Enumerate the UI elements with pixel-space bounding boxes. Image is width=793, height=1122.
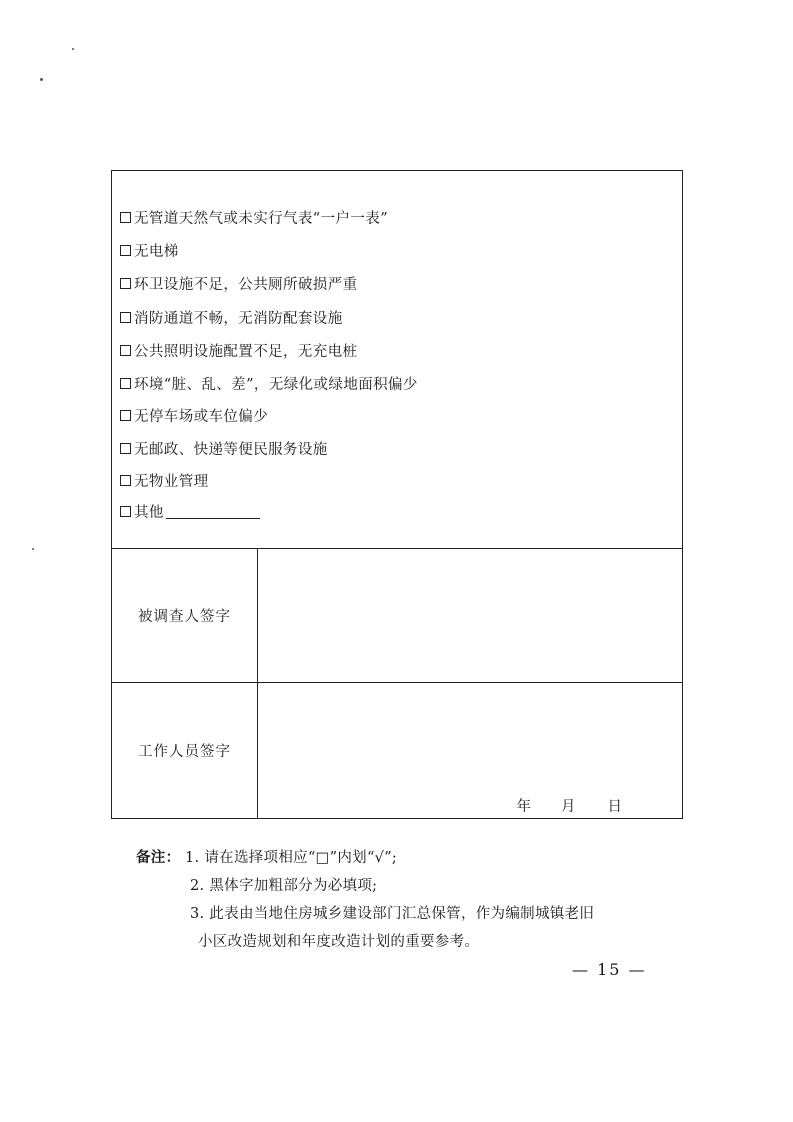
option-label: 环卫设施不足，公共厕所破损严重 bbox=[134, 276, 358, 293]
checkbox-icon[interactable] bbox=[120, 506, 131, 517]
option-elevator[interactable] bbox=[120, 238, 179, 262]
options-section bbox=[112, 171, 682, 549]
option-label: 无停车场或车位偏少 bbox=[134, 408, 269, 425]
date-month-label: 月 bbox=[561, 799, 576, 815]
option-gas-meter[interactable] bbox=[120, 205, 388, 229]
survey-form-table bbox=[111, 170, 683, 819]
option-other[interactable] bbox=[120, 499, 260, 523]
checkbox-icon[interactable] bbox=[120, 378, 131, 389]
respondent-signature-label: 被调查人签字 bbox=[112, 549, 258, 682]
date-year-label: 年 bbox=[516, 799, 531, 815]
option-label: 消防通道不畅，无消防配套设施 bbox=[134, 310, 343, 327]
note-item-2: 2. 黑体字加粗部分为必填项; bbox=[190, 878, 378, 894]
other-fill-line[interactable] bbox=[166, 504, 260, 519]
checkbox-icon[interactable] bbox=[120, 345, 131, 356]
scan-speck bbox=[40, 78, 43, 81]
option-label: 其他 bbox=[134, 504, 164, 521]
checkbox-icon[interactable] bbox=[120, 475, 131, 486]
checkbox-icon[interactable] bbox=[120, 278, 131, 289]
option-convenience-services[interactable] bbox=[120, 436, 328, 460]
date-day-label: 日 bbox=[607, 799, 622, 815]
checkbox-icon[interactable] bbox=[120, 312, 131, 323]
option-sanitation[interactable] bbox=[120, 271, 358, 295]
scan-speck bbox=[32, 548, 34, 550]
option-environment[interactable] bbox=[120, 371, 418, 395]
checkbox-icon[interactable] bbox=[120, 212, 131, 223]
note-item-3-line-1: 3. 此表由当地住房城乡建设部门汇总保管，作为编制城镇老旧 bbox=[190, 906, 595, 922]
scan-speck bbox=[72, 48, 74, 50]
notes-title: 备注： bbox=[136, 850, 181, 866]
option-parking[interactable] bbox=[120, 403, 268, 427]
option-label: 无管道天然气或未实行气表“一户一表” bbox=[134, 210, 389, 227]
respondent-signature-field[interactable] bbox=[258, 549, 682, 682]
option-label: 无物业管理 bbox=[134, 473, 209, 490]
option-label: 无电梯 bbox=[134, 243, 179, 260]
checkbox-icon[interactable] bbox=[120, 245, 131, 256]
option-label: 公共照明设施配置不足，无充电桩 bbox=[134, 343, 358, 360]
date-line bbox=[517, 795, 623, 816]
option-lighting[interactable] bbox=[120, 338, 358, 362]
option-property-management[interactable] bbox=[120, 468, 209, 492]
option-label: 无邮政、快递等便民服务设施 bbox=[134, 441, 328, 458]
checkbox-icon[interactable] bbox=[120, 443, 131, 454]
respondent-signature-row bbox=[112, 549, 682, 683]
option-label: 环境“脏、乱、差”，无绿化或绿地面积偏少 bbox=[134, 376, 418, 393]
checkbox-icon[interactable] bbox=[120, 410, 131, 421]
note-item-1: 1. 请在选择项相应“□”内划“√”; bbox=[185, 850, 398, 866]
staff-signature-field[interactable] bbox=[258, 683, 682, 818]
note-item-3-line-2: 小区改造规划和年度改造计划的重要参考。 bbox=[198, 934, 480, 950]
staff-signature-row bbox=[112, 683, 682, 818]
option-fire-access[interactable] bbox=[120, 305, 343, 329]
staff-signature-label: 工作人员签字 bbox=[112, 683, 258, 818]
page-number: — 15 — bbox=[572, 960, 647, 979]
